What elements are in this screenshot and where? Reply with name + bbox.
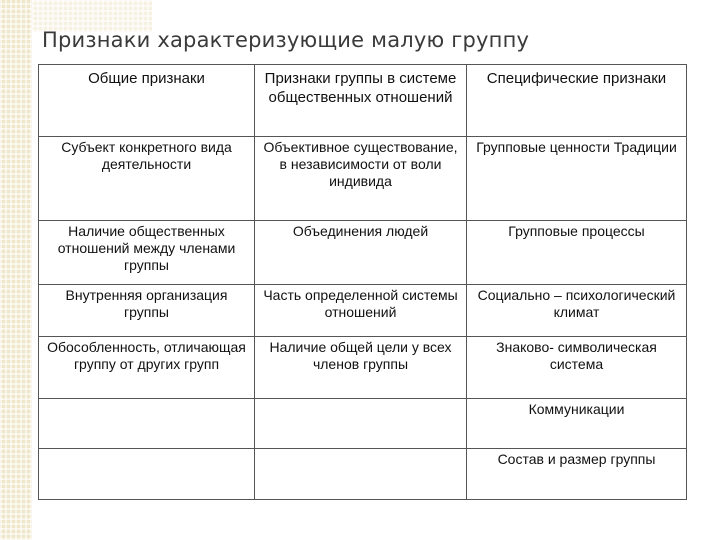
decorative-texture-strip [0, 0, 32, 540]
table-row [39, 137, 687, 221]
table-cell: Часть определенной системы отношений [255, 285, 467, 337]
table-cell: Социально – психологический климат [467, 285, 687, 337]
table-row [39, 285, 687, 337]
table-cell: Обособленность, отличающая группу от других групп [39, 337, 255, 399]
table-cell: Групповые процессы [467, 221, 687, 285]
header-general-features: Общие признаки [39, 65, 255, 137]
table-cell: Наличие общественных отношений между членами группы [39, 221, 255, 285]
table-cell-empty [255, 449, 467, 500]
table-cell: Объединения людей [255, 221, 467, 285]
table-cell: Субъект конкретного вида деятельности [39, 137, 255, 221]
table-cell: Коммуникации [467, 399, 687, 449]
table-cell: Наличие общей цели у всех членов группы [255, 337, 467, 399]
table-header-row [39, 65, 687, 137]
table-cell: Групповые ценности Традиции [467, 137, 687, 221]
table-cell-empty [255, 399, 467, 449]
table-cell: Знаково- символическая система [467, 337, 687, 399]
table-row [39, 221, 687, 285]
table-cell: Состав и размер группы [467, 449, 687, 500]
table-cell-empty [39, 449, 255, 500]
table-row [39, 399, 687, 449]
table-row [39, 337, 687, 399]
header-social-relations-features: Признаки группы в системе общественных отношений [255, 65, 467, 137]
characteristics-table [38, 64, 687, 500]
table-cell-empty [39, 399, 255, 449]
header-specific-features: Специфические признаки [467, 65, 687, 137]
table-cell: Внутренняя организация группы [39, 285, 255, 337]
table-cell: Объективное существование, в независимости от воли индивида [255, 137, 467, 221]
table-row [39, 449, 687, 500]
page-title: Признаки характеризующие малую группу [42, 28, 530, 52]
